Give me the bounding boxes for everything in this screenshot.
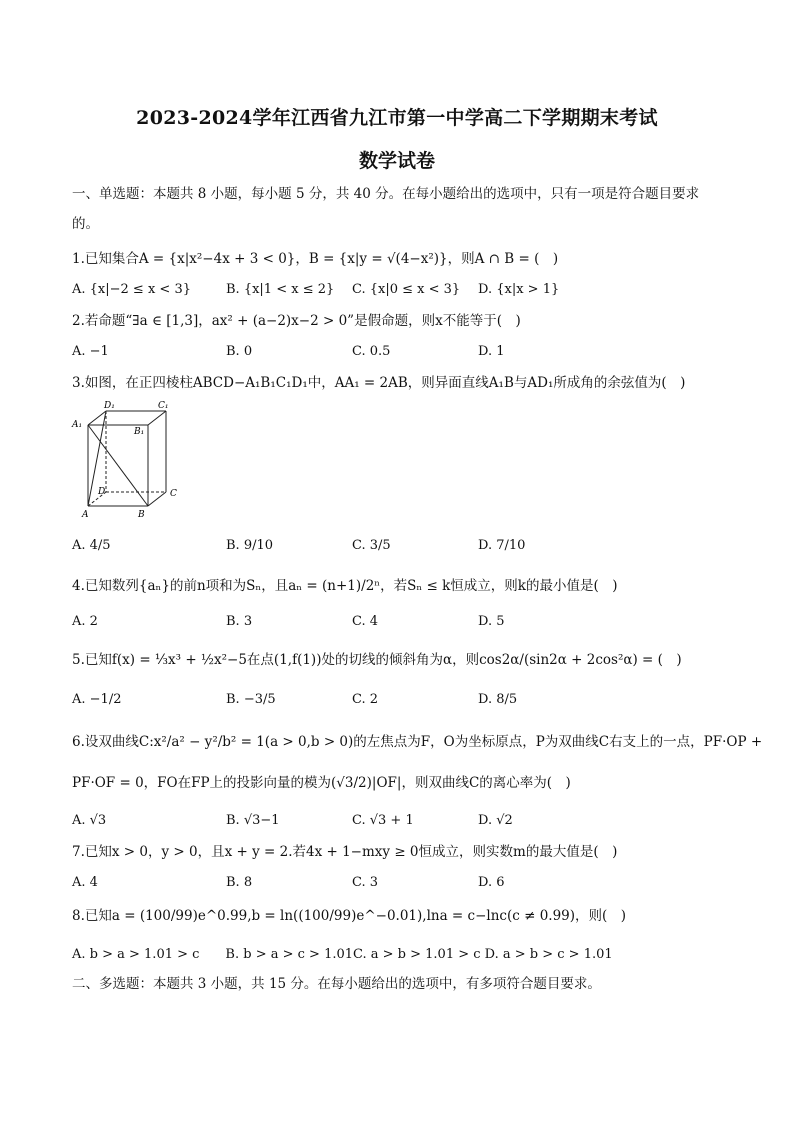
prism-figure xyxy=(70,398,190,520)
section1-header-cont: 的。 xyxy=(72,216,99,232)
q1-option-c: C. {x|0 ≤ x < 3} xyxy=(352,282,461,297)
q3-option-b: B. 9/10 xyxy=(226,538,274,553)
q2-option-d: D. 1 xyxy=(478,344,505,359)
q3-option-a: A. 4/5 xyxy=(72,538,111,553)
label-B1: B₁ xyxy=(134,427,145,437)
q8-stem: 8.已知a = (100/99)e^0.99,b = ln((100/99)e^−0.01),lna = c−lnc(c ≠ 0.99)，则( ) xyxy=(72,908,627,924)
q6-option-a: A. √3 xyxy=(72,813,107,828)
q6-option-c: C. √3 + 1 xyxy=(352,813,414,828)
q6-stem: 6.设双曲线C:x²/a² − y²/b² = 1(a > 0,b > 0)的左焦点为F，O为坐标原点，P为双曲线C右支上的一点，PF·OP + xyxy=(72,734,763,750)
label-D1: D₁ xyxy=(104,401,115,411)
q2-option-a: A. −1 xyxy=(72,344,109,359)
label-C1: C₁ xyxy=(158,401,169,411)
q4-option-b: B. 3 xyxy=(226,614,253,629)
q5-option-a: A. −1/2 xyxy=(72,692,122,707)
q7-option-c: C. 3 xyxy=(352,875,379,890)
q1-stem: 1.已知集合A = {x|x²−4x + 3 < 0}，B = {x|y = √(4−x²)}，则A ∩ B = ( ) xyxy=(72,251,559,267)
q2-option-b: B. 0 xyxy=(226,344,253,359)
q7-stem: 7.已知x > 0，y > 0，且x + y = 2.若4x + 1−mxy ≥ 0恒成立，则实数m的最大值是( ) xyxy=(72,844,618,860)
exam-title: 2023-2024学年江西省九江市第一中学高二下学期期末考试 xyxy=(136,107,658,129)
q1-option-a: A. {x|−2 ≤ x < 3} xyxy=(72,282,191,297)
q7-option-d: D. 6 xyxy=(478,875,505,890)
label-C: C xyxy=(170,489,177,499)
label-B: B xyxy=(138,510,145,520)
q7-option-b: B. 8 xyxy=(226,875,253,890)
q1-option-d: D. {x|x > 1} xyxy=(478,282,560,297)
q2-option-c: C. 0.5 xyxy=(352,344,391,359)
label-A1: A₁ xyxy=(72,420,83,430)
q5-stem: 5.已知f(x) = ⅓x³ + ½x²−5在点(1,f(1))处的切线的倾斜角为α，则cos2α/(sin2α + 2cos²α) = ( ) xyxy=(72,652,682,668)
q4-stem: 4.已知数列{aₙ}的前n项和为Sₙ，且aₙ = (n+1)/2ⁿ，若Sₙ ≤ k恒成立，则k的最小值是( ) xyxy=(72,578,618,594)
q3-stem: 3.如图，在正四棱柱ABCD−A₁B₁C₁D₁中，AA₁ = 2AB，则异面直线A₁B与AD₁所成角的余弦值为( ) xyxy=(72,375,686,391)
label-D: D xyxy=(98,487,106,497)
q5-option-c: C. 2 xyxy=(352,692,379,707)
q1-option-b: B. {x|1 < x ≤ 2} xyxy=(226,282,335,297)
q6-stem-cont: PF·OF = 0，FO在FP上的投影向量的模为(√3/2)|OF|，则双曲线C的离心率为( ) xyxy=(72,775,571,791)
q4-option-c: C. 4 xyxy=(352,614,379,629)
q6-option-d: D. √2 xyxy=(478,813,513,828)
q6-option-b: B. √3−1 xyxy=(226,813,280,828)
q4-option-d: D. 5 xyxy=(478,614,505,629)
label-A: A xyxy=(82,510,89,520)
q2-stem: 2.若命题“∃a ∈ [1,3]，ax² + (a−2)x−2 > 0”是假命题，则x不能等于( ) xyxy=(72,313,521,329)
q3-option-d: D. 7/10 xyxy=(478,538,526,553)
q5-option-d: D. 8/5 xyxy=(478,692,518,707)
q5-option-b: B. −3/5 xyxy=(226,692,276,707)
exam-subtitle: 数学试卷 xyxy=(358,150,435,172)
section2-header: 二、多选题：本题共 3 小题，共 15 分。在每小题给出的选项中，有多项符合题目要求。 xyxy=(72,976,601,992)
section1-header: 一、单选题：本题共 8 小题，每小题 5 分，共 40 分。在每小题给出的选项中，只有一项是符合题目要求 xyxy=(72,186,700,202)
q4-option-a: A. 2 xyxy=(72,614,98,629)
q8-options: A. b > a > 1.01 > c B. b > a > c > 1.01C. a > b > 1.01 > c D. a > b > c > 1.01 xyxy=(72,947,613,962)
q7-option-a: A. 4 xyxy=(72,875,98,890)
q3-option-c: C. 3/5 xyxy=(352,538,391,553)
